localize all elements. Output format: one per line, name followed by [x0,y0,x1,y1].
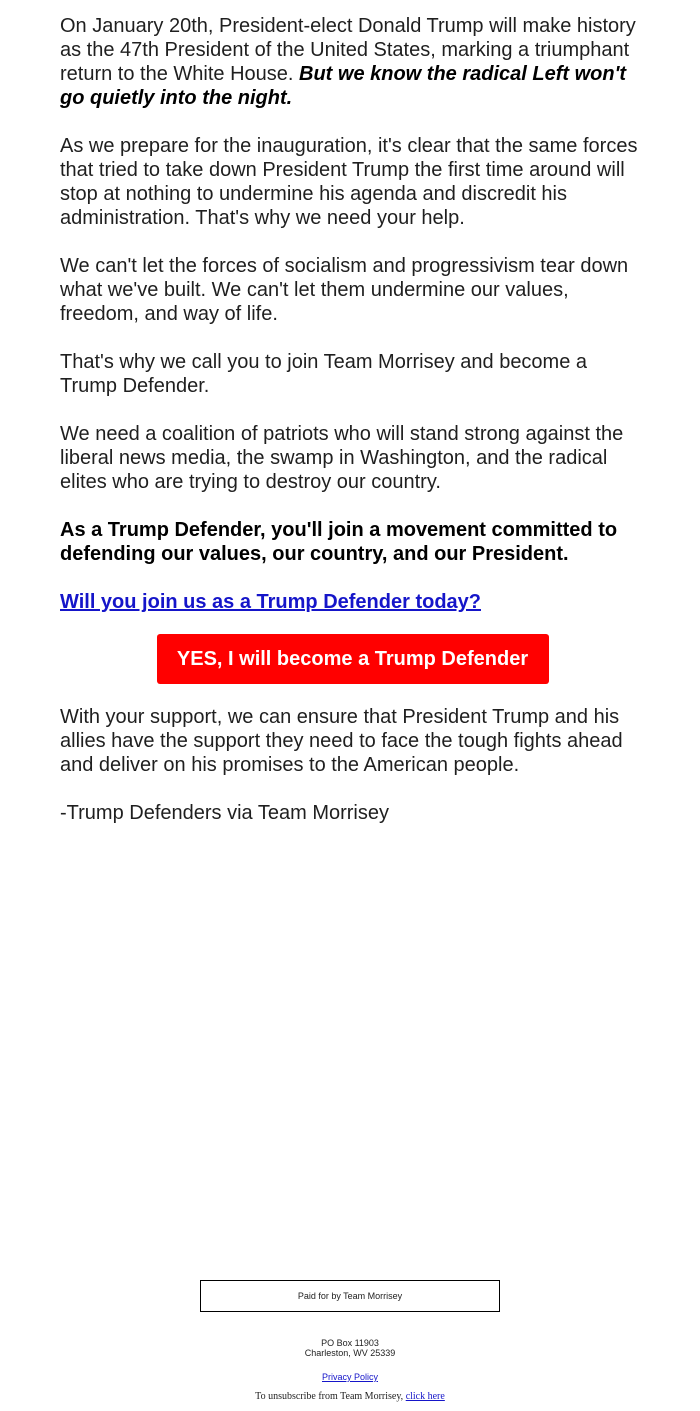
movement-paragraph: As a Trump Defender, you'll join a movement committed to defending our values, our country, and our President. [60,519,618,565]
intro-paragraph [60,14,645,110]
paid-for-disclaimer: Paid for by Team Morrisey [200,1280,500,1312]
cta-button-container [60,634,645,684]
privacy-policy-link[interactable]: Privacy Policy [321,1372,378,1382]
privacy-policy-row [0,1372,700,1382]
unsubscribe-link[interactable]: click here [405,1391,445,1402]
unsubscribe-row [0,1391,700,1403]
intro-text: On January 20th, President-elect Donald Trump will make history as the 47th President of the United States, marking a triumphant return to the White House. [60,15,636,85]
unsubscribe-text: To unsubscribe from Team Morrisey, [255,1391,406,1402]
email-body [60,14,645,849]
become-defender-button[interactable]: YES, I will become a Trump Defender [157,634,549,684]
join-link[interactable]: Will you join us as a Trump Defender today? [60,591,481,613]
intro-emphasis: But we know the radical Left won't go quietly into the night. [60,63,627,109]
coalition-paragraph: We need a coalition of patriots who will stand strong against the liberal news media, the swamp in Washington, and the radical elites who are trying to destroy our country. [60,423,624,493]
signature: -Trump Defenders via Team Morrisey [60,802,389,824]
inauguration-paragraph: As we prepare for the inauguration, it's clear that the same forces that tried to take down President Trump the first time around will stop at nothing to undermine his agenda and discredit his administration. That's why we need your help. [60,135,638,229]
address-line-1: PO Box 11903 [321,1338,379,1348]
address-line-2: Charleston, WV 25339 [304,1348,396,1358]
mailing-address [0,1338,700,1358]
join-team-paragraph: That's why we call you to join Team Morrisey and become a Trump Defender. [60,351,588,397]
values-paragraph: We can't let the forces of socialism and progressivism tear down what we've built. We can't let them undermine our values, freedom, and way of life. [60,255,629,325]
support-paragraph: With your support, we can ensure that President Trump and his allies have the support they need to face the tough fights ahead and deliver on his promises to the American people. [60,706,623,776]
email-footer [0,1280,700,1403]
